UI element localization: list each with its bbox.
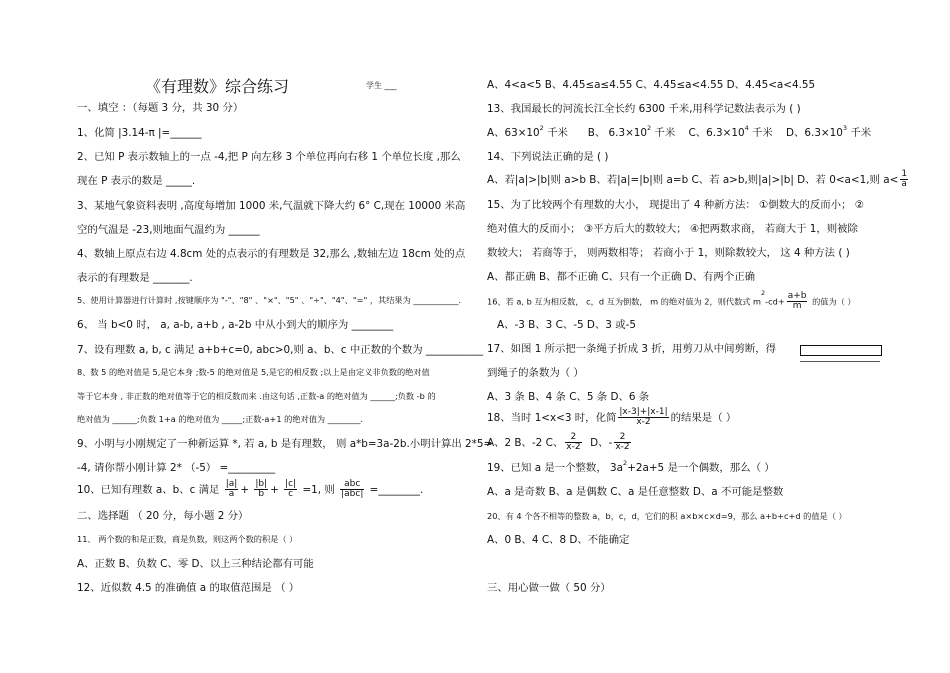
rope-figure-line: [800, 361, 880, 362]
question-18: 18、当时 1<x<3 时，化简 $\frac{|x-3|+|x-1|}{x-2}$ 的结果是（ ）: [487, 407, 737, 428]
fraction-neg-2-over-x-2: $\frac{2}{x-2}$: [615, 432, 630, 453]
question-7: 7、设有理数 a, b, c 满足 a+b+c=0, abc>0,则 a、b、c 中正数的个数为 ___________: [77, 344, 484, 356]
question-13: 13、我国最长的河流长江全长约 6300 千米,用科学记数法表示为 ( ): [487, 103, 801, 115]
question-9-line-2: -4, 请你帮小刚计算 2* （-5） =_________: [77, 462, 276, 474]
fraction-abs-b-over-b: $\frac{|b|}{b}$: [255, 479, 268, 500]
section-1-heading: 一、填空 ：（每题 3 分，共 30 分）: [77, 102, 244, 114]
question-9-line-1: 9、小明与小刚规定了一种新运算 *, 若 a, b 是有理数， 则 a*b=3a-2b.小明计算出 2*5=: [77, 438, 493, 450]
question-3-line-2: 空的气温是 -23,则地面气温约为 ______: [77, 224, 260, 236]
question-20: 20、有 4 个各不相等的整数 a，b，c，d，它们的积 a×b×c×d=9，那么 a+b+c+d 的值是（ ）: [487, 511, 847, 521]
question-19: 19、已知 a 是一个整数， $3a^2+2a+5$ 是一个偶数，那么（ ）: [487, 459, 775, 474]
section-2-heading: 二、选择题 （ 20 分，每小题 2 分）: [77, 510, 249, 522]
question-4-line-2: 表示的有理数是 _______.: [77, 272, 193, 284]
question-10-suffix: =________.: [369, 483, 424, 496]
question-2-line-2: 现在 P 表示的数是 _____.: [77, 175, 196, 187]
q13-option-c: C、$6.3\times 10^4$ 千米: [688, 124, 773, 139]
student-name-field: 学生 ___: [366, 81, 397, 90]
q13-option-b: B、 $6.3\times 10^2$ 千米: [587, 124, 676, 139]
question-20-options: A、0 B、4 C、8 D、不能确定: [487, 534, 630, 546]
q13-option-a: A、$63\times 10^2$ 千米: [487, 124, 568, 139]
question-2-line-1: 2、已知 P 表示数轴上的一点 -4,把 P 向左移 3 个单位再向右移 1 个单位长度 ,那么: [77, 151, 461, 163]
question-18-options: A、2 B、-2 C、 $\frac{2}{x-2}$ D、- $\frac{2}{x-2}$: [487, 432, 630, 453]
question-16-options: A、-3 B、3 C、-5 D、3 或-5: [497, 319, 636, 331]
question-15-line-2: 绝对值大的反而小； ③平方后大的数较大； ④把两数求商， 若商大于 1，则被除: [487, 223, 858, 235]
fraction-abc-over-abs-abc: $\frac{\text{abc}}{\text{|abc|}}$: [341, 479, 364, 500]
question-1: 1、化简 |3.14-π |=______: [77, 127, 202, 139]
question-15-line-1: 15、为了比较两个有理数的大小， 现提出了 4 种新方法： ①倒数大的反而小； ②: [487, 199, 865, 211]
section-3-heading: 三、用心做一做（ 50 分）: [487, 582, 611, 594]
question-10-prefix: 10、已知有理数 a、b、c 满足: [77, 483, 220, 496]
question-16: 16、若 a, b 互为相反数， c，d 互为倒数， m 的绝对值为 2，则代数式 $m^2-cd+$ $\frac{a+b}{m}$ 的值为（ ）: [487, 289, 856, 312]
question-11-options: A、正数 B、负数 C、零 D、以上三种结论都有可能: [77, 558, 314, 570]
question-10: 10、已知有理数 a、b、c 满足 $\frac{|a|}{a}$ + $\frac{|b|}{b}$ + $\frac{|c|}{c}$ =1, 则 $\frac{\text{abc}}{\text{|abc|}}$ =________.: [77, 479, 424, 500]
question-15-line-3: 数较大； 若商等于， 则两数相等； 若商小于 1，则除数较大， 这 4 种方法 ( ): [487, 247, 850, 259]
question-14-options: A、若|a|>|b|则 a>b B、若|a|=|b|则 a=b C、若 a>b,则|a|>|b| D、若 0<a<1,则 a< $\frac{1}{a}$: [487, 169, 908, 190]
question-11: 11、 两个数的和是正数，商是负数，则这两个数的积是（ ）: [77, 534, 298, 544]
question-12: 12、近似数 4.5 的准确值 a 的取值范围是 （ ）: [77, 582, 300, 594]
question-14: 14、下列说法正确的是 ( ): [487, 151, 609, 163]
fraction-1-over-a: $\frac{1}{a}$: [901, 169, 908, 190]
question-15-options: A、都正确 B、都不正确 C、只有一个正确 D、有两个正确: [487, 271, 755, 283]
question-19-options: A、a 是奇数 B、a 是偶数 C、a 是任意整数 D、a 不可能是整数: [487, 486, 784, 498]
fraction-abs-a-over-a: $\frac{|a|}{a}$: [225, 479, 238, 500]
fraction-abs-c-over-c: $\frac{|c|}{c}$: [285, 479, 297, 500]
q13-option-d: D、$6.3\times 10^3$ 千米: [786, 124, 872, 139]
question-12-options: A、4<a<5 B、4.45≤a≤4.55 C、4.45≤a<4.55 D、4.45<a<4.55: [487, 79, 816, 91]
question-13-options: [487, 124, 872, 139]
fraction-abs-expression: $\frac{|x-3|+|x-1|}{x-2}$: [619, 407, 668, 428]
question-17-options: A、3 条 B、4 条 C、5 条 D、6 条: [487, 391, 650, 403]
question-8-line-2: 等于它本身 , 非正数的绝对值等于它的相反数而来 .由这句话 ,正数-a 的绝对值为 ______;负数 -b 的: [77, 391, 436, 401]
question-6: 6、 当 b<0 时， a, a-b, a+b , a-2b 中从小到大的顺序为 ________: [77, 319, 394, 331]
question-17-line-1: 17、如图 1 所示把一条绳子折成 3 折，用剪刀从中间剪断，得: [487, 343, 777, 355]
question-17-line-2: 到绳子的条数为（ ）: [487, 367, 584, 379]
rope-figure: [800, 345, 882, 356]
fraction-2-over-x-2: $\frac{2}{x-2}$: [566, 432, 581, 453]
question-3-line-1: 3、某地气象资料表明 ,高度每增加 1000 米,气温就下降大约 6° C,现在 10000 米高: [77, 200, 466, 212]
question-10-middle: =1, 则: [302, 483, 335, 496]
question-4-line-1: 4、数轴上原点右边 4.8cm 处的点表示的有理数是 32,那么 ,数轴左边 18cm 处的点: [77, 248, 466, 260]
fraction-a-plus-b-over-m: $\frac{a+b}{m}$: [787, 291, 807, 312]
page-title: 《有理数》综合练习: [145, 77, 290, 96]
question-8-line-3: 绝对值为 ______;负数 1+a 的绝对值为 _____;正数-a+1 的绝对值为 ________.: [77, 414, 364, 424]
question-5: 5、使用计算器进行计算时 ,按键顺序为 "-"、"8" 、"×"、"5" 、"÷"、"4"、"=" ，其结果为 ___________.: [77, 295, 462, 305]
question-8-line-1: 8、数 5 的绝对值是 5,是它本身 ;数-5 的绝对值是 5,是它的相反数 ;以上是由定义非负数的绝对值: [77, 367, 430, 377]
